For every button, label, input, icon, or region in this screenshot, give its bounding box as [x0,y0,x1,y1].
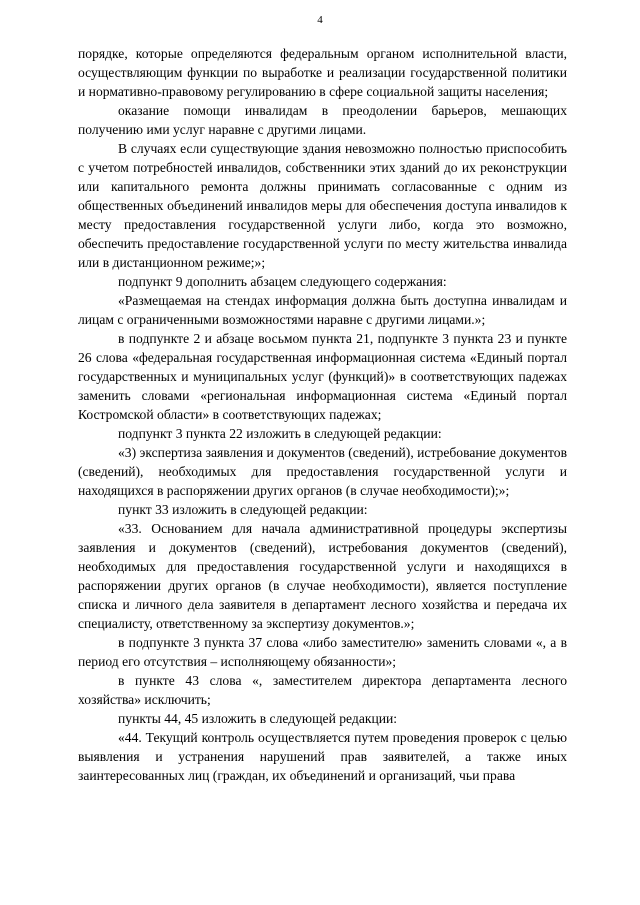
paragraph-subpoint-9: подпункт 9 дополнить абзацем следующего содержания: [118,274,447,289]
document-body [78,44,567,785]
paragraph-buildings: В случаях если существующие здания невозможно полностью приспособить с учетом потребностей инвалидов, собственники этих зданий до их реконструкции или капитального ремонта должны принимать согласованные с одним из общественных объединений инвалидов меры для обеспечения доступа инвалидов к месту предоставления государственной услуги либо, когда это возможно, обеспечить предоставление государственной услуги по месту жительства инвалида или в дистанционном режиме;»; [78,141,567,270]
paragraph-point-43: в пункте 43 слова «, заместителем директора департамента лесного хозяйства» исключить; [78,673,567,707]
paragraph-points-44-45: пункты 44, 45 изложить в следующей редакции: [118,711,398,726]
paragraph-expertise: «3) экспертиза заявления и документов (сведений), истребование документов (сведений), необходимых для предоставления государственной услуги и находящихся в распоряжении других органов (в случае необходимости);»; [78,445,567,498]
paragraph-point-44-text: «44. Текущий контроль осуществляется путем проведения проверок с целью выявления и устранения нарушений прав заявителей, а также иных заинтересованных лиц (граждан, их объединений и организаций, чьи права [78,730,567,783]
paragraph-point-37: в подпункте 3 пункта 37 слова «либо заместителю» заменить словами «, а в период его отсутствия – исполняющему обязанности»; [78,635,567,669]
paragraph-point-33: пункт 33 изложить в следующей редакции: [118,502,368,517]
paragraph-continuation: порядке, которые определяются федеральным органом исполнительной власти, осуществляющим функции по выработке и реализации государственной политики и нормативно-правовому регулированию в сфере социальной защиты населения; [78,46,567,99]
paragraph-point-33-text: «33. Основанием для начала административной процедуры экспертизы заявления и документов (сведений), истребования документов (сведений), необходимых для предоставления государственной услуги и находящихся в распоряжении других органов (в случае необходимости), является поступление списка и личного дела заявителя в департамент лесного хозяйства и передача их специалисту, ответственному за экспертизу документов.»; [78,521,567,631]
paragraph-stands-info: «Размещаемая на стендах информация должна быть доступна инвалидам и лицам с ограниченными возможностями наравне с другими лицами.»; [78,293,567,327]
paragraph-assistance: оказание помощи инвалидам в преодолении барьеров, мешающих получению ими услуг наравне с другими лицами. [78,103,567,137]
paragraph-portal-replacement: в подпункте 2 и абзаце восьмом пункта 21, подпункте 3 пункта 23 и пункте 26 слова «федеральная государственная информационная система «Единый портал государственных и муниципальных услуг (функций)» в соответствующих падежах заменить словами «региональная информационная система «Единый портал Костромской области» в соответствующих падежах; [78,331,567,422]
paragraph-point-22: подпункт 3 пункта 22 изложить в следующей редакции: [118,426,442,441]
page-number: 4 [317,14,323,26]
